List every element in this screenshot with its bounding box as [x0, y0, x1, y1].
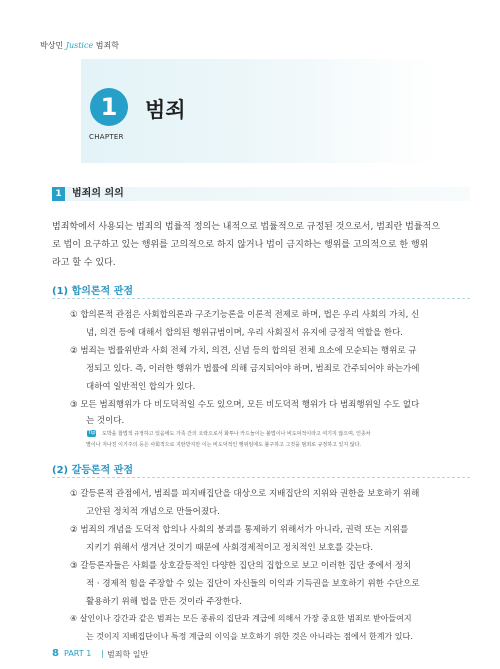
- list-item: 활용하기 위해 법을 만든 것이라 주장한다.: [86, 597, 242, 607]
- list-item: 정되고 있다. 즉, 이러한 행위가 법률에 의해 금지되어야 하며, 범죄로 간주되어야 하는가에: [86, 364, 420, 374]
- header-brand: Justice: [65, 41, 94, 50]
- chapter-number: 1: [90, 88, 128, 126]
- intro-line: 범죄학에서 사용되는 범죄의 법률적 정의는 내적으로 법률적으로 규정된 것으로서, 범죄란 법률적으: [52, 222, 440, 232]
- intro-line: 라고 할 수 있다.: [52, 258, 116, 268]
- subsection-title: (1) 합의론적 관점: [52, 286, 134, 297]
- footer-separator: |: [101, 649, 104, 658]
- list-item: 지키기 위해서 생겨난 것이기 때문에 사회경제적이고 정치적인 보호를 갖는다.: [86, 543, 374, 553]
- footer-title: 범죄학 일반: [107, 650, 149, 659]
- header-author: 박상민: [40, 41, 64, 50]
- list-item: ① 합의론적 관점은 사회합의론과 구조기능론을 이론적 전제로 하며, 법은 우리 사회의 가치, 신: [70, 310, 420, 320]
- list-item: ② 범죄의 개념을 도덕적 합의나 사회의 붕괴를 통제하기 위해서가 아니라, 권력 또는 지위를: [70, 525, 409, 535]
- subsection-title: (2) 갈등론적 관점: [52, 465, 134, 476]
- list-item: 대하여 일반적인 합의가 있다.: [86, 382, 196, 392]
- list-item: 념, 의견 등에 대해서 합의된 행위규범이며, 우리 사회질서 유지에 긍정적 역할을 한다.: [86, 328, 404, 338]
- section-title: 범죄의 의의: [72, 188, 124, 199]
- list-item: ③ 갈등론자들은 사회를 상호갈등적인 다양한 집단의 집합으로 보고 이러한 집단 중에서 정치: [70, 561, 412, 571]
- chapter-title: 범죄: [145, 98, 186, 122]
- list-item: 고안된 정치적 개념으로 만들어졌다.: [86, 507, 220, 517]
- subsection-rule: [52, 298, 470, 299]
- intro-line: 로 법이 요구하고 있는 행위를 고의적으로 하지 않거나 법이 금지하는 행위를 고의적으로 한 행위: [52, 240, 429, 250]
- list-item: 는 것이다.: [86, 416, 125, 426]
- list-item: ③ 모든 범죄행위가 다 비도덕적일 수도 있으며, 모든 비도덕적 행위가 다 범죄행위일 수도 없다: [70, 400, 420, 410]
- footer-part: PART 1: [64, 649, 92, 658]
- chapter-banner: [81, 59, 438, 163]
- subsection-rule: [52, 477, 470, 478]
- running-header: [40, 40, 119, 51]
- note-line: 도박을 합법적 규정하고 있음에도 가족 간의 오락으로서 화투나 카드놀이는 불법이나 비도덕적이라고 여기지 않으며, 인종차: [102, 431, 371, 437]
- page-number: 8: [52, 648, 59, 659]
- section-number: 1: [52, 187, 65, 201]
- header-subject: 범죄학: [95, 41, 119, 50]
- chapter-label: CHAPTER: [89, 133, 124, 141]
- note-line: 별이나 지나친 이기주의 등은 사회적으로 지탄받지만 이는 비도덕적인 행위임에도 불구하고 그것을 범죄로 규정하고 있지 않다.: [86, 442, 362, 448]
- list-item: ① 갈등론적 관점에서, 범죄를 피지배집단을 대상으로 지배집단의 지위와 권한을 보호하기 위해: [70, 489, 420, 499]
- list-item: 적 · 경제적 힘을 주장할 수 있는 집단이 자신들의 이익과 기득권을 보호하기 위한 수단으로: [86, 579, 420, 589]
- list-item: ④ 살인이나 강간과 같은 범죄는 모든 종류의 집단과 계급에 의해서 가장 중요한 범죄로 받아들여지: [70, 614, 412, 623]
- list-item: ② 범죄는 법률위반과 사회 전체 가치, 의견, 신념 등의 합의된 전체 요소에 모순되는 행위로 규: [70, 346, 417, 356]
- list-item: 는 것이지 지배집단이나 특정 계급의 이익을 보호하기 위한 것은 아니라는 점에서 한계가 있다.: [86, 632, 413, 641]
- note-badge: Tip: [88, 430, 96, 436]
